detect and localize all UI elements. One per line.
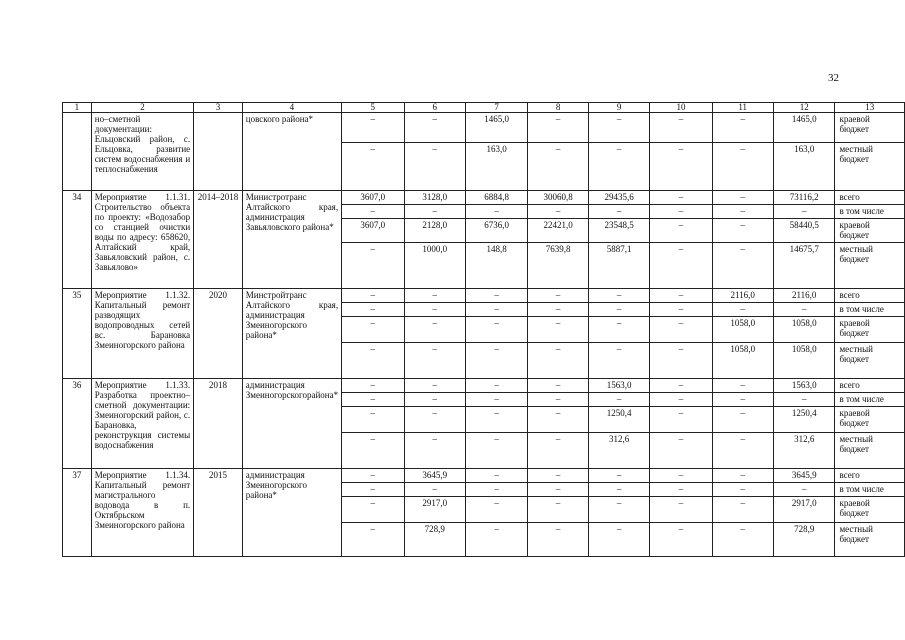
funding-source: краевой бюджет (835, 407, 905, 433)
value-cell: – (650, 191, 712, 205)
measure-name: Мероприятие 1.1.34. Капитальный ремонт магистрального водовода в п. Октябрьском Змеиногорского района (91, 469, 193, 557)
value-cell: 29435,6 (588, 191, 650, 205)
value-cell: – (528, 407, 589, 433)
value-cell: – (528, 303, 589, 317)
value-cell: – (528, 523, 589, 557)
value-cell: 3128,0 (404, 191, 465, 205)
value-cell: – (528, 497, 589, 523)
column-number-3: 3 (194, 103, 243, 113)
value-cell: – (650, 219, 712, 243)
value-cell: – (588, 303, 650, 317)
value-cell: – (712, 303, 773, 317)
value-cell: 23548,5 (588, 219, 650, 243)
funding-source: в том числе (835, 393, 905, 407)
value-cell: – (342, 343, 404, 379)
value-cell: – (342, 143, 404, 191)
value-cell: – (712, 113, 773, 143)
value-cell: – (650, 143, 712, 191)
value-cell: – (712, 143, 773, 191)
years: 2020 (194, 289, 243, 379)
measure-name: Мероприятие 1.1.33. Разработка проектно–сметной документации: Змеиногорский район, с. Барановка, реконструкция системы водоснабжения (91, 379, 193, 469)
value-cell: – (342, 433, 404, 469)
value-cell: – (712, 433, 773, 469)
column-number-1: 1 (63, 103, 92, 113)
value-cell: – (342, 205, 404, 219)
value-cell: 163,0 (465, 143, 527, 191)
row-number: 37 (63, 469, 92, 557)
program-table (62, 102, 905, 557)
value-cell: – (465, 407, 527, 433)
value-cell: – (342, 379, 404, 393)
value-cell: – (342, 483, 404, 497)
value-cell: – (588, 113, 650, 143)
years: 2018 (194, 379, 243, 469)
value-cell: – (528, 143, 589, 191)
value-cell: 2917,0 (404, 497, 465, 523)
value-cell: – (528, 205, 589, 219)
value-cell: 6884,8 (465, 191, 527, 205)
value-cell: – (650, 303, 712, 317)
table-row (63, 113, 905, 143)
value-cell: – (404, 289, 465, 303)
value-cell: – (588, 289, 650, 303)
value-cell: – (528, 379, 589, 393)
value-cell: – (465, 205, 527, 219)
value-cell: 3607,0 (342, 219, 404, 243)
funding-source: краевой бюджет (835, 219, 905, 243)
years: 2014–2018 (194, 191, 243, 289)
funding-source: краевой бюджет (835, 497, 905, 523)
value-cell: 163,0 (773, 143, 835, 191)
value-cell: 5887,1 (588, 243, 650, 289)
value-cell: – (650, 523, 712, 557)
value-cell: – (650, 205, 712, 219)
years: 2015 (194, 469, 243, 557)
value-cell: – (465, 343, 527, 379)
value-cell: – (588, 393, 650, 407)
executor: Минстройтранс Алтайского края, администрация Змеиногорского района* (242, 289, 341, 379)
value-cell: – (342, 243, 404, 289)
value-cell: – (650, 469, 712, 483)
value-cell: 312,6 (588, 433, 650, 469)
value-cell: – (465, 497, 527, 523)
value-cell: – (404, 407, 465, 433)
value-cell: 1058,0 (712, 317, 773, 343)
value-cell: – (712, 191, 773, 205)
measure-name: Мероприятие 1.1.32. Капитальный ремонт разводящих водопроводных сетей вс. Барановка Змеиногорского района (91, 289, 193, 379)
funding-source: краевой бюджет (835, 113, 905, 143)
value-cell: 6736,0 (465, 219, 527, 243)
value-cell: – (650, 243, 712, 289)
column-number-10: 10 (650, 103, 712, 113)
value-cell: – (528, 393, 589, 407)
value-cell: 1000,0 (404, 243, 465, 289)
value-cell: – (712, 483, 773, 497)
funding-source: в том числе (835, 303, 905, 317)
executor: администрация Змеиногорскогорайона* (242, 379, 341, 469)
measure-name: Мероприятие 1.1.31. Строительство объекта по проекту: «Водозабор со станцией очистки воды по адресу: 658620, Алтайский край, Завьяловский район, с. Завьялово» (91, 191, 193, 289)
row-number: 34 (63, 191, 92, 289)
value-cell: – (650, 393, 712, 407)
column-number-6: 6 (404, 103, 465, 113)
value-cell: – (342, 289, 404, 303)
value-cell: – (712, 469, 773, 483)
value-cell: – (528, 343, 589, 379)
value-cell: – (404, 343, 465, 379)
value-cell: – (588, 523, 650, 557)
funding-source: краевой бюджет (835, 317, 905, 343)
value-cell: – (404, 303, 465, 317)
value-cell: 1250,4 (588, 407, 650, 433)
value-cell: – (712, 205, 773, 219)
value-cell: – (650, 317, 712, 343)
years (194, 113, 243, 191)
funding-source: местный бюджет (835, 433, 905, 469)
column-number-9: 9 (588, 103, 650, 113)
value-cell: 3607,0 (342, 191, 404, 205)
value-cell: – (528, 289, 589, 303)
value-cell: 1058,0 (773, 343, 835, 379)
value-cell: – (528, 483, 589, 497)
value-cell: – (465, 379, 527, 393)
value-cell: 22421,0 (528, 219, 589, 243)
value-cell: 1465,0 (465, 113, 527, 143)
value-cell: – (650, 289, 712, 303)
column-number-11: 11 (712, 103, 773, 113)
value-cell: – (465, 393, 527, 407)
measure-name: но–сметной документации: Ельцовский район, с. Ельцовка, развитие систем водоснабжения и теплоснабжения (91, 113, 193, 191)
value-cell: 1250,4 (773, 407, 835, 433)
table-row (63, 469, 905, 483)
value-cell: – (712, 407, 773, 433)
value-cell: – (465, 469, 527, 483)
value-cell: 728,9 (773, 523, 835, 557)
value-cell: – (773, 205, 835, 219)
value-cell: – (773, 303, 835, 317)
value-cell: – (588, 205, 650, 219)
value-cell: – (404, 205, 465, 219)
value-cell: – (588, 143, 650, 191)
value-cell: – (588, 317, 650, 343)
value-cell: – (404, 393, 465, 407)
value-cell: – (712, 393, 773, 407)
funding-source: в том числе (835, 205, 905, 219)
executor: Министротранс Алтайского края, администрация Завьяловского района* (242, 191, 341, 289)
value-cell: 3645,9 (773, 469, 835, 483)
value-cell: – (465, 433, 527, 469)
value-cell: – (773, 483, 835, 497)
executor: цовского района* (242, 113, 341, 191)
value-cell: 2128,0 (404, 219, 465, 243)
value-cell: – (342, 113, 404, 143)
value-cell: – (342, 303, 404, 317)
value-cell: – (712, 219, 773, 243)
funding-source: местный бюджет (835, 143, 905, 191)
funding-source: в том числе (835, 483, 905, 497)
value-cell: 1563,0 (773, 379, 835, 393)
value-cell: 1058,0 (773, 317, 835, 343)
value-cell: 312,6 (773, 433, 835, 469)
funding-source: всего (835, 191, 905, 205)
value-cell: – (342, 393, 404, 407)
value-cell: – (528, 113, 589, 143)
row-number: 35 (63, 289, 92, 379)
value-cell: – (528, 317, 589, 343)
value-cell: – (528, 433, 589, 469)
value-cell: – (712, 523, 773, 557)
value-cell: – (465, 317, 527, 343)
value-cell: – (650, 407, 712, 433)
value-cell: – (465, 303, 527, 317)
value-cell: – (650, 483, 712, 497)
value-cell: – (588, 483, 650, 497)
funding-source: местный бюджет (835, 343, 905, 379)
value-cell: – (650, 343, 712, 379)
executor: администрация Змеиногорского района* (242, 469, 341, 557)
funding-source: местный бюджет (835, 243, 905, 289)
value-cell: 73116,2 (773, 191, 835, 205)
value-cell: – (404, 433, 465, 469)
value-cell: – (650, 113, 712, 143)
value-cell: – (773, 393, 835, 407)
value-cell: – (404, 143, 465, 191)
value-cell: – (650, 379, 712, 393)
column-number-12: 12 (773, 103, 835, 113)
funding-source: всего (835, 379, 905, 393)
column-number-4: 4 (242, 103, 341, 113)
value-cell: – (588, 497, 650, 523)
value-cell: – (712, 379, 773, 393)
value-cell: – (528, 469, 589, 483)
value-cell: 728,9 (404, 523, 465, 557)
column-number-5: 5 (342, 103, 404, 113)
value-cell: – (588, 469, 650, 483)
value-cell: – (342, 407, 404, 433)
value-cell: 148,8 (465, 243, 527, 289)
funding-source: всего (835, 469, 905, 483)
value-cell: 30060,8 (528, 191, 589, 205)
value-cell: – (404, 379, 465, 393)
value-cell: 14675,7 (773, 243, 835, 289)
funding-source: местный бюджет (835, 523, 905, 557)
value-cell: – (342, 317, 404, 343)
value-cell: – (342, 469, 404, 483)
column-number-8: 8 (528, 103, 589, 113)
column-number-2: 2 (91, 103, 193, 113)
value-cell: 1563,0 (588, 379, 650, 393)
value-cell: – (712, 243, 773, 289)
table-row (63, 289, 905, 303)
value-cell: – (404, 113, 465, 143)
column-number-row (63, 103, 905, 113)
value-cell: – (465, 289, 527, 303)
value-cell: – (650, 497, 712, 523)
value-cell: – (465, 523, 527, 557)
value-cell: – (404, 483, 465, 497)
value-cell: 3645,9 (404, 469, 465, 483)
funding-source: всего (835, 289, 905, 303)
value-cell: 58440,5 (773, 219, 835, 243)
column-number-13: 13 (835, 103, 905, 113)
table-row (63, 191, 905, 205)
value-cell: 1465,0 (773, 113, 835, 143)
value-cell: – (588, 343, 650, 379)
value-cell: 1058,0 (712, 343, 773, 379)
value-cell: 7639,8 (528, 243, 589, 289)
table-row (63, 379, 905, 393)
value-cell: – (712, 497, 773, 523)
row-number (63, 113, 92, 191)
value-cell: 2116,0 (773, 289, 835, 303)
value-cell: – (650, 433, 712, 469)
page-number: 32 (828, 72, 839, 84)
column-number-7: 7 (465, 103, 527, 113)
value-cell: – (342, 523, 404, 557)
value-cell: 2917,0 (773, 497, 835, 523)
value-cell: 2116,0 (712, 289, 773, 303)
value-cell: – (404, 317, 465, 343)
value-cell: – (465, 483, 527, 497)
row-number: 36 (63, 379, 92, 469)
value-cell: – (342, 497, 404, 523)
